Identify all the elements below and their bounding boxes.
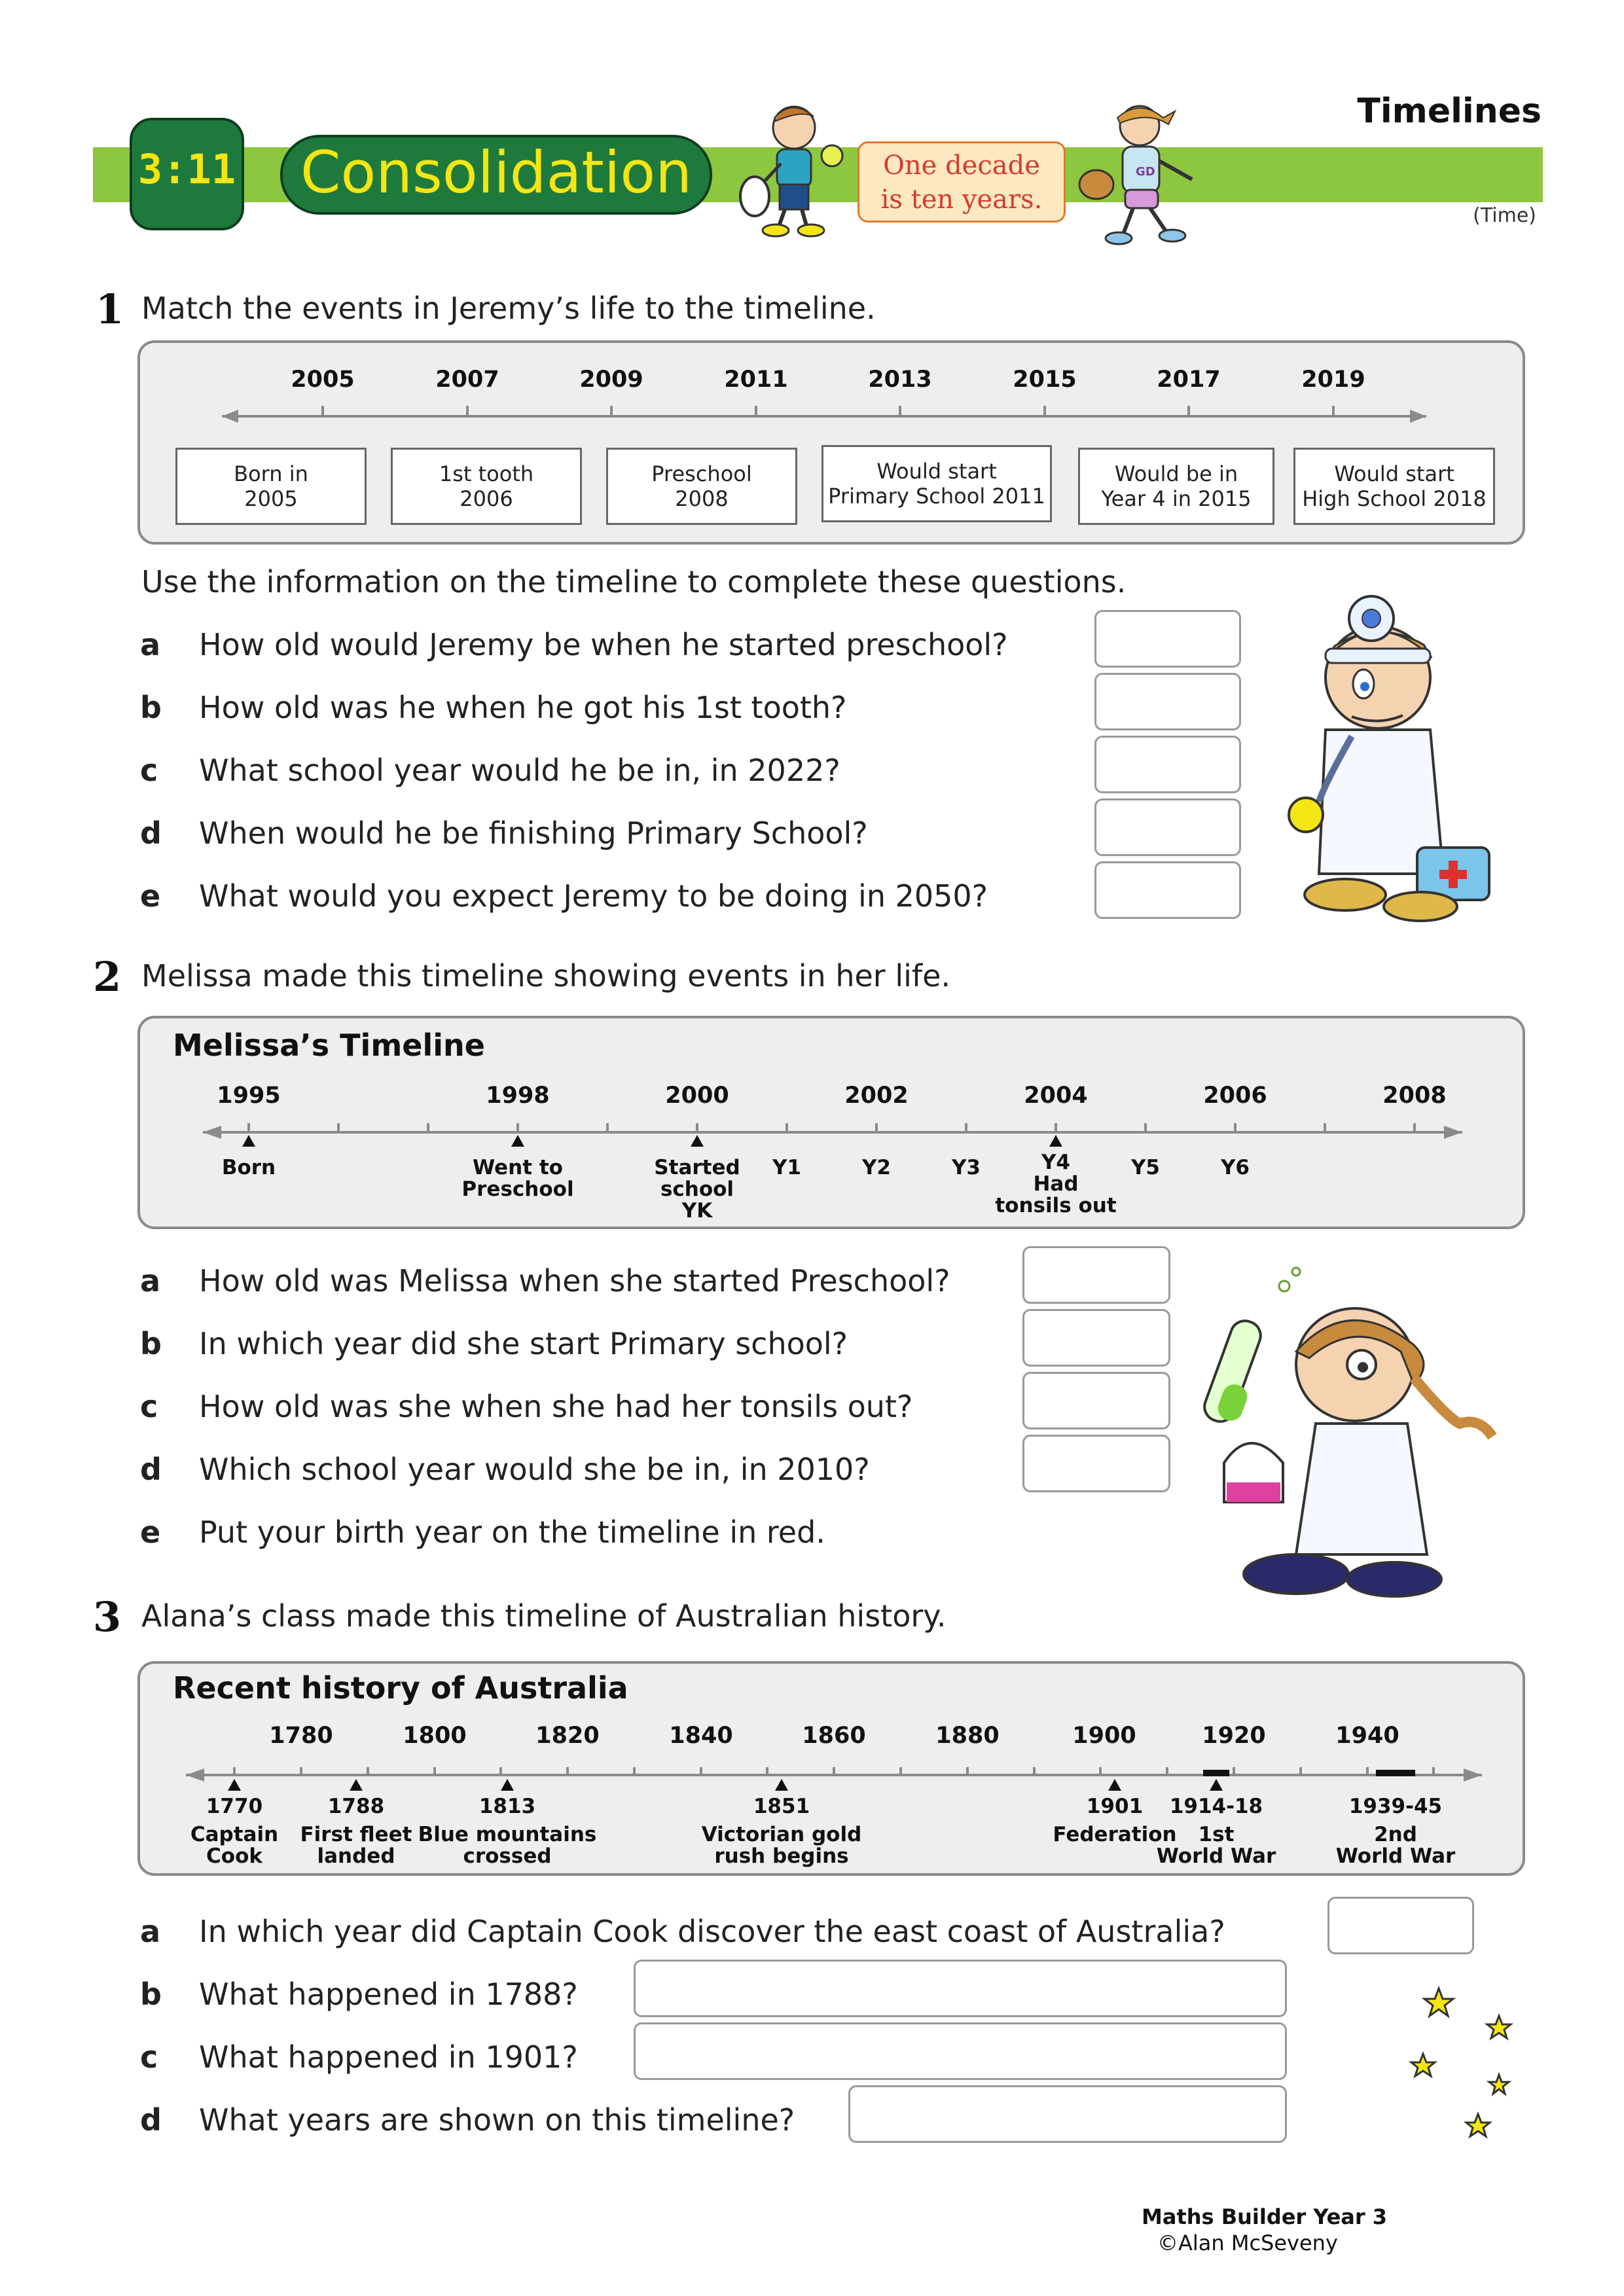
answer-box[interactable] — [1022, 1435, 1170, 1492]
unit-number: 3:11 — [137, 145, 236, 193]
event-label: World War — [1156, 1844, 1276, 1868]
timeline-year: 1820 — [535, 1723, 600, 1749]
answer-box[interactable] — [1022, 1309, 1170, 1367]
part-question: How old was she when she had her tonsils out? — [199, 1389, 913, 1424]
part-question: What happened in 1901? — [199, 2039, 578, 2075]
timeline-year: 1940 — [1335, 1723, 1399, 1749]
timeline-year: 1860 — [802, 1723, 866, 1749]
event-label: Victorian gold — [701, 1823, 862, 1846]
part-question: When would he be finishing Primary School? — [199, 816, 868, 851]
event-label: Y1 — [772, 1156, 802, 1179]
event-year: 1788 — [327, 1795, 385, 1818]
timeline-year: 2015 — [1013, 367, 1077, 393]
part-letter: a — [140, 1914, 161, 1949]
history-event — [683, 1796, 880, 1867]
part-question: How old was he when he got his 1st tooth? — [199, 690, 847, 725]
event-card[interactable] — [175, 448, 367, 525]
event-label: rush begins — [714, 1844, 849, 1868]
question-1-number: 1 — [96, 285, 124, 333]
part-question: What happened in 1788? — [199, 1977, 578, 2012]
topic-title: Timelines — [1357, 92, 1542, 131]
timeline-year: 2011 — [724, 367, 788, 393]
answer-box[interactable] — [1094, 673, 1241, 730]
jeremy-timeline-panel — [137, 340, 1525, 545]
timeline-year: 2013 — [868, 367, 932, 393]
history-event — [284, 1796, 428, 1867]
answer-box[interactable] — [1327, 1897, 1474, 1954]
event-label: Went to — [473, 1156, 563, 1179]
timeline-year: 2000 — [665, 1083, 729, 1109]
event-line: 2006 — [460, 486, 513, 511]
timeline-year: 2019 — [1301, 367, 1365, 393]
question-3-text: Alana’s class made this timeline of Australian history. — [141, 1598, 947, 1634]
answer-box[interactable] — [1094, 798, 1241, 856]
timeline-year: 1800 — [403, 1723, 467, 1749]
part-question: Which school year would she be in, in 2010? — [199, 1452, 870, 1487]
timeline-year: 1880 — [935, 1723, 1000, 1749]
question-3-number: 3 — [93, 1593, 122, 1641]
event-label: Cook — [206, 1844, 262, 1868]
event-label: YK — [681, 1199, 713, 1223]
timeline-event — [632, 1157, 763, 1222]
event-line: Would start — [1334, 461, 1454, 486]
timeline-year: 1900 — [1072, 1723, 1136, 1749]
part-question: How old would Jeremy be when he started preschool? — [199, 627, 1008, 662]
timeline-event — [1106, 1157, 1185, 1179]
event-label: Born — [221, 1156, 276, 1179]
australia-timeline-title: Recent history of Australia — [173, 1670, 628, 1706]
part-letter: b — [140, 1977, 162, 2012]
timeline-year: 1995 — [217, 1083, 281, 1109]
australia-timeline-panel — [137, 1661, 1525, 1876]
part-letter: a — [140, 627, 161, 662]
timeline-year: 2002 — [844, 1083, 909, 1109]
girl-softball-player-illustration — [1077, 98, 1211, 259]
part-question: Put your birth year on the timeline in red. — [199, 1515, 825, 1550]
event-label: World War — [1335, 1844, 1456, 1868]
event-label: tonsils out — [995, 1194, 1117, 1217]
part-letter: a — [140, 1263, 161, 1299]
tip-speech-bubble — [857, 141, 1066, 223]
event-line: Born in — [234, 461, 308, 486]
tip-line-2: is ten years. — [880, 185, 1043, 215]
event-year: 1914-18 — [1169, 1795, 1263, 1818]
answer-box[interactable] — [634, 1960, 1287, 2017]
tip-line-1: One decade — [883, 151, 1040, 181]
event-line: Year 4 in 2015 — [1101, 486, 1252, 511]
event-label: First fleet — [300, 1823, 412, 1846]
part-letter: c — [140, 2039, 158, 2075]
event-card[interactable] — [1293, 448, 1495, 525]
event-line: High School 2018 — [1302, 486, 1487, 511]
melissa-timeline-panel — [137, 1016, 1525, 1229]
part-letter: e — [140, 878, 161, 914]
boy-tennis-player-illustration — [730, 98, 848, 239]
part-letter: d — [140, 2102, 162, 2138]
melissa-timeline-title: Melissa’s Timeline — [173, 1028, 485, 1063]
svg-text:GD: GD — [1136, 165, 1155, 179]
event-line: Would start — [876, 459, 997, 484]
part-letter: e — [140, 1515, 161, 1550]
event-year: 1851 — [753, 1795, 810, 1818]
part-letter: c — [140, 1389, 158, 1424]
answer-box[interactable] — [848, 2085, 1287, 2143]
event-label: Y6 — [1220, 1156, 1250, 1179]
event-label: Started — [654, 1156, 740, 1179]
timeline-year: 2007 — [435, 367, 499, 393]
event-label: 1st — [1198, 1823, 1235, 1846]
event-line: 2008 — [675, 486, 729, 511]
question-2-text: Melissa made this timeline showing events in her life. — [141, 958, 951, 994]
event-year: 1770 — [206, 1795, 263, 1818]
event-label: Had — [1033, 1172, 1079, 1196]
part-question: What would you expect Jeremy to be doing in 2050? — [199, 878, 988, 914]
part-letter: d — [140, 1452, 162, 1487]
timeline-year: 1780 — [269, 1723, 333, 1749]
event-label: Preschool — [461, 1177, 574, 1201]
event-label: crossed — [463, 1844, 552, 1868]
part-question: What years are shown on this timeline? — [199, 2102, 795, 2138]
event-label: Y2 — [861, 1156, 892, 1179]
timeline-year: 2004 — [1024, 1083, 1088, 1109]
question-1-instruction: Use the information on the timeline to complete these questions. — [141, 564, 1127, 600]
history-event — [169, 1796, 300, 1867]
timeline-year: 1998 — [486, 1083, 550, 1109]
footer-book-title: Maths Builder Year 3 — [1142, 2204, 1388, 2229]
event-card[interactable] — [391, 448, 582, 525]
timeline-event — [1196, 1157, 1274, 1179]
timeline-axis — [140, 1018, 1528, 1175]
timeline-event — [837, 1157, 916, 1179]
history-event — [1330, 1796, 1461, 1867]
page-title: Consolidation — [300, 139, 692, 206]
event-year: 1939-45 — [1348, 1795, 1443, 1818]
timeline-axis — [140, 343, 1528, 435]
boy-doctor-illustration — [1280, 586, 1499, 926]
answer-box[interactable] — [1094, 736, 1241, 793]
question-1-text: Match the events in Jeremy’s life to the timeline. — [141, 291, 876, 326]
event-card[interactable] — [606, 448, 797, 525]
part-letter: b — [140, 690, 162, 725]
event-year: 1901 — [1086, 1795, 1144, 1818]
part-question: In which year did Captain Cook discover the east coast of Australia? — [199, 1914, 1225, 1949]
event-label: landed — [317, 1844, 395, 1868]
event-label: Y5 — [1130, 1156, 1161, 1179]
part-question: What school year would he be in, in 2022? — [199, 753, 840, 788]
timeline-year: 2008 — [1382, 1083, 1447, 1109]
part-question: In which year did she start Primary school? — [199, 1326, 848, 1361]
part-letter: b — [140, 1326, 162, 1361]
answer-box[interactable] — [634, 2022, 1287, 2080]
event-card[interactable] — [1078, 448, 1274, 525]
history-event — [409, 1796, 605, 1867]
timeline-year: 1920 — [1202, 1723, 1266, 1749]
stars-decoration — [1401, 1977, 1519, 2147]
event-line: Preschool — [651, 461, 752, 486]
footer-copyright: ©Alan McSeveny — [1157, 2231, 1338, 2255]
timeline-year: 2009 — [579, 367, 643, 393]
part-letter: c — [140, 753, 158, 788]
timeline-year: 1840 — [669, 1723, 733, 1749]
history-event — [1151, 1796, 1282, 1867]
event-line: 1st tooth — [439, 461, 534, 486]
timeline-event — [748, 1157, 826, 1179]
event-card[interactable] — [821, 445, 1052, 522]
strand-label: (Time) — [1473, 204, 1536, 227]
question-2-number: 2 — [93, 953, 122, 1001]
part-question: How old was Melissa when she started Preschool? — [199, 1263, 950, 1299]
event-year: 1813 — [478, 1795, 536, 1818]
event-label: Federation — [1053, 1823, 1177, 1846]
event-line: Would be in — [1114, 461, 1238, 486]
timeline-event — [446, 1157, 590, 1200]
answer-box[interactable] — [1094, 610, 1241, 668]
event-line: Primary School 2011 — [828, 484, 1045, 509]
event-label: school — [660, 1177, 734, 1201]
answer-box[interactable] — [1094, 861, 1241, 919]
timeline-year: 2005 — [291, 367, 355, 393]
event-label: 2nd — [1374, 1823, 1417, 1846]
event-label: Captain — [190, 1823, 279, 1846]
timeline-year: 2017 — [1157, 367, 1221, 393]
timeline-year: 2006 — [1203, 1083, 1267, 1109]
answer-box[interactable] — [1022, 1246, 1170, 1304]
part-letter: d — [140, 816, 162, 851]
event-label: Y3 — [951, 1156, 981, 1179]
timeline-event — [183, 1157, 314, 1179]
event-line: 2005 — [244, 486, 298, 511]
event-label: Y4 — [1041, 1151, 1071, 1174]
answer-box[interactable] — [1022, 1372, 1170, 1429]
girl-scientist-illustration — [1198, 1266, 1519, 1607]
event-label: Blue mountains — [418, 1823, 597, 1846]
